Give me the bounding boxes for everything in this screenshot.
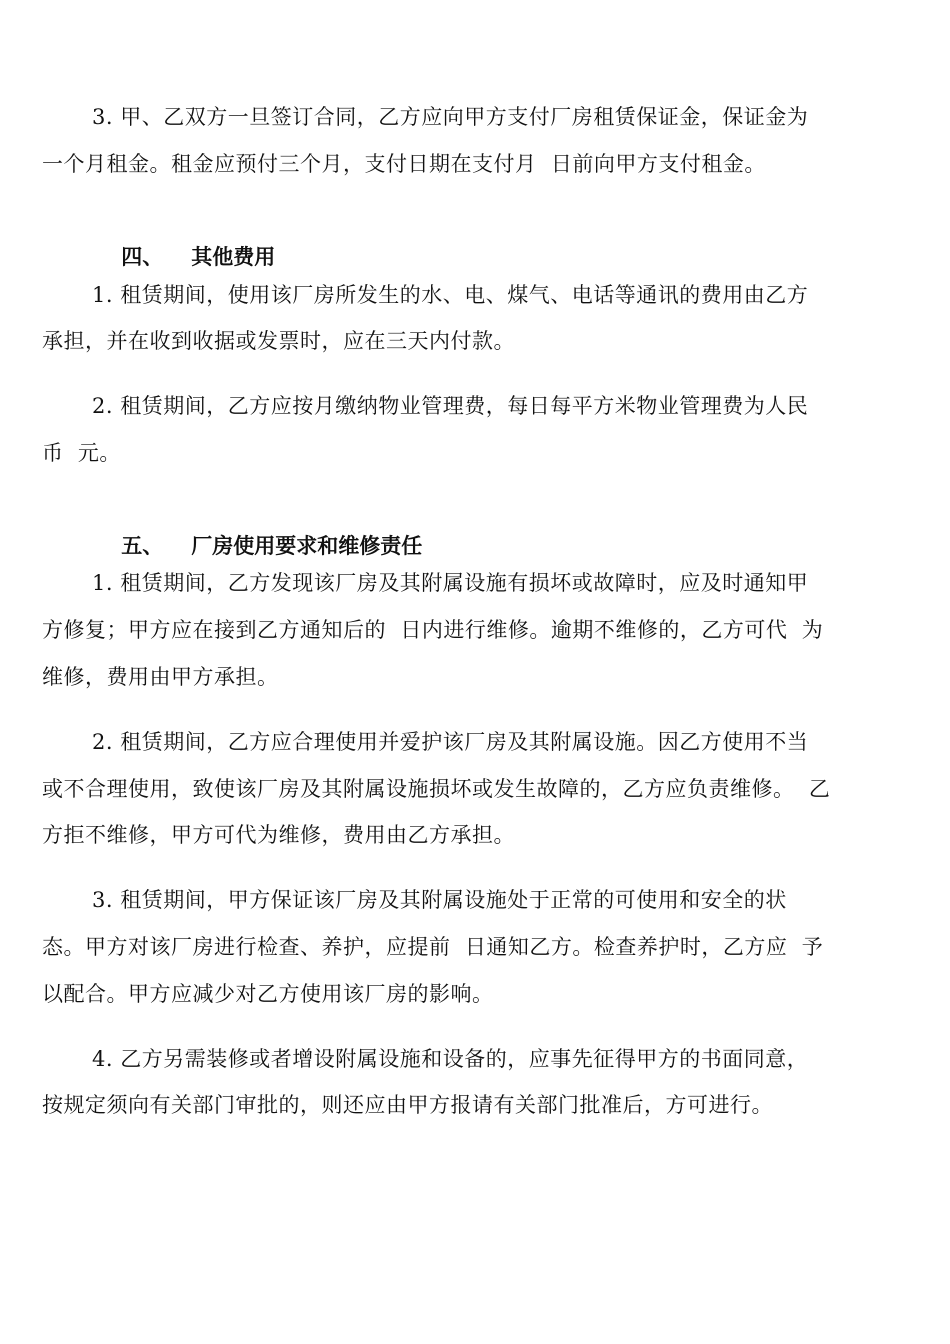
paragraph-line: 态。甲方对该厂房进行检查、养护，应提前 日通知乙方。检查养护时，乙方应 予 (42, 935, 824, 959)
section-title: 厂房使用要求和维修责任 (191, 533, 423, 558)
paragraph-line: 按规定须向有关部门审批的，则还应由甲方报请有关部门批准后，方可进行。 (42, 1093, 773, 1117)
paragraph-line: 1. 租赁期间，乙方发现该厂房及其附属设施有损坏或故障时，应及时通知甲 (92, 571, 809, 595)
paragraph-line: 维修，费用由甲方承担。 (42, 665, 279, 689)
paragraph-line: 方拒不维修，甲方可代为维修，费用由乙方承担。 (42, 823, 515, 847)
paragraph-line: 3. 甲、乙双方一旦签订合同，乙方应向甲方支付厂房租赁保证金，保证金为 (92, 105, 809, 129)
section-number: 四、 (121, 244, 164, 269)
section-number: 五、 (121, 533, 164, 558)
paragraph-line: 承担，并在收到收据或发票时，应在三天内付款。 (42, 329, 515, 353)
paragraph-line: 以配合。甲方应减少对乙方使用该厂房的影响。 (42, 982, 494, 1006)
paragraph-line: 方修复；甲方应在接到乙方通知后的 日内进行维修。逾期不维修的，乙方可代 为 (42, 618, 824, 642)
paragraph-line: 1. 租赁期间，使用该厂房所发生的水、电、煤气、电话等通讯的费用由乙方 (92, 283, 809, 307)
paragraph-line: 3. 租赁期间，甲方保证该厂房及其附属设施处于正常的可使用和安全的状 (92, 888, 787, 912)
paragraph-line: 2. 租赁期间，乙方应按月缴纳物业管理费，每日每平方米物业管理费为人民 (92, 394, 809, 418)
paragraph-line: 4. 乙方另需装修或者增设附属设施和设备的，应事先征得甲方的书面同意， (92, 1047, 809, 1071)
paragraph-line: 币 元。 (42, 441, 121, 465)
section-title: 其他费用 (191, 244, 276, 269)
paragraph-line: 一个月租金。租金应预付三个月，支付日期在支付月 日前向甲方支付租金。 (42, 152, 766, 176)
paragraph-line: 2. 租赁期间，乙方应合理使用并爱护该厂房及其附属设施。因乙方使用不当 (92, 730, 809, 754)
paragraph-line: 或不合理使用，致使该厂房及其附属设施损坏或发生故障的，乙方应负责维修。 乙 (42, 777, 831, 801)
